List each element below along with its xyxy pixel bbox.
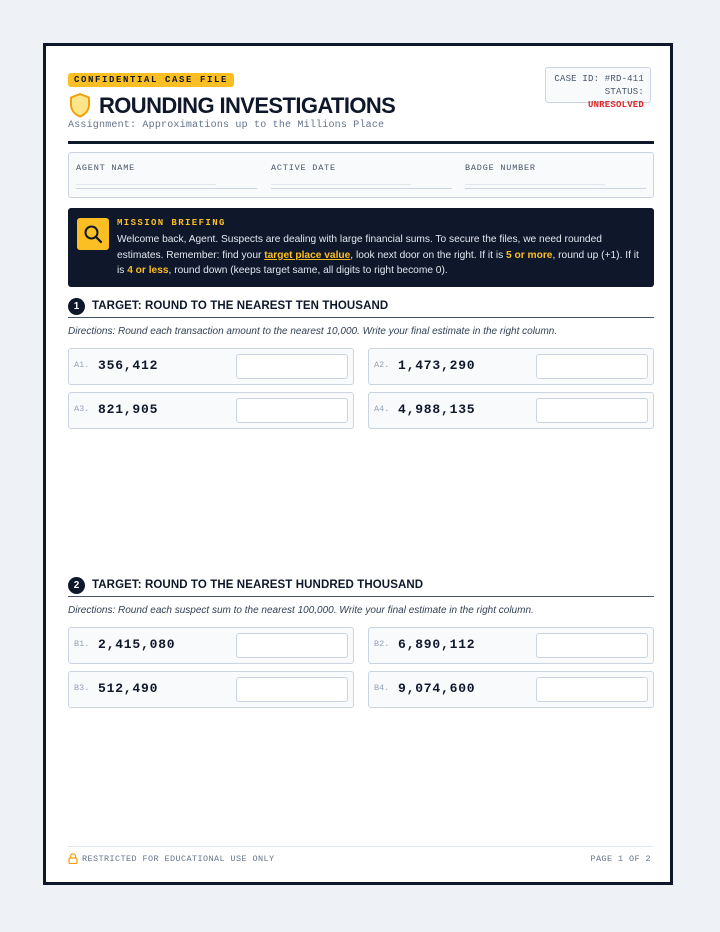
section-2-directions: Directions: Round each suspect sum to the nearest 100,000. Write your final estimate in the right column. — [68, 605, 534, 616]
badge-number-guide — [465, 184, 605, 185]
briefing-text — [117, 232, 645, 279]
section-1-title: TARGET: ROUND TO THE NEAREST TEN THOUSAND — [92, 300, 389, 312]
briefing-highlight-target: target place value — [264, 249, 351, 261]
mission-briefing — [68, 208, 654, 287]
lock-icon — [68, 853, 78, 864]
magnifier-icon — [77, 218, 109, 250]
active-date-label: ACTIVE DATE — [271, 163, 336, 173]
agent-name-guide — [76, 184, 216, 185]
section-1-divider — [68, 317, 654, 318]
case-info-box — [545, 67, 651, 110]
section-1-directions: Directions: Round each transaction amount to the nearest 10,000. Write your final estimate in the right column. — [68, 326, 558, 337]
agent-name-label: AGENT NAME — [76, 163, 136, 173]
problem-label: B3. — [74, 683, 90, 693]
problem-value: 4,988,135 — [398, 402, 476, 417]
problem-value: 1,473,290 — [398, 358, 476, 373]
section-2-number: 2 — [68, 577, 85, 594]
problem-label: A1. — [74, 360, 90, 370]
worksheet-page — [43, 43, 673, 885]
case-id: CASE ID: #RD-411 — [554, 74, 644, 84]
footer-divider — [68, 846, 654, 847]
badge-number-label: BADGE NUMBER — [465, 163, 536, 173]
briefing-highlight-5-or-more: 5 or more — [506, 249, 553, 261]
case-status — [546, 86, 644, 112]
problem-value: 9,074,600 — [398, 681, 476, 696]
assignment-subtitle: Assignment: Approximations up to the Millions Place — [68, 120, 385, 131]
briefing-text-1: Welcome back, Agent. Suspects are dealing with large financial sums. To secure the files, we need rounded estimates. Remember: find your — [117, 234, 602, 261]
briefing-highlight-4-or-less: 4 or less — [127, 265, 169, 276]
badge-number-field[interactable] — [465, 188, 646, 189]
briefing-text-4: , round down (keeps target same, all digits to right become 0). — [168, 265, 448, 276]
problem-card-b3 — [68, 671, 354, 708]
answer-input-b2[interactable] — [536, 633, 648, 658]
status-value: UNRESOLVED — [587, 100, 644, 110]
problem-card-b2 — [368, 627, 654, 664]
answer-input-a1[interactable] — [236, 354, 348, 379]
shield-icon — [68, 92, 92, 118]
active-date-guide — [271, 184, 411, 185]
section-2-divider — [68, 596, 654, 597]
problem-value: 821,905 — [98, 402, 159, 417]
agent-name-field[interactable] — [76, 188, 257, 189]
problem-label: B2. — [374, 639, 390, 649]
answer-input-b3[interactable] — [236, 677, 348, 702]
briefing-title: MISSION BRIEFING — [117, 218, 226, 228]
problem-label: A3. — [74, 404, 90, 414]
section-2-title: TARGET: ROUND TO THE NEAREST HUNDRED THOUSAND — [92, 579, 424, 591]
briefing-text-2: , look next door on the right. If it is — [350, 249, 507, 261]
briefing-icon-box — [77, 218, 109, 250]
problem-value: 2,415,080 — [98, 637, 176, 652]
footer-restriction: RESTRICTED FOR EDUCATIONAL USE ONLY — [82, 854, 275, 864]
problem-value: 356,412 — [98, 358, 159, 373]
answer-input-a4[interactable] — [536, 398, 648, 423]
problem-card-a2 — [368, 348, 654, 385]
problem-label: B4. — [374, 683, 390, 693]
problem-label: A2. — [374, 360, 390, 370]
answer-input-a2[interactable] — [536, 354, 648, 379]
problem-value: 512,490 — [98, 681, 159, 696]
problem-value: 6,890,112 — [398, 637, 476, 652]
page-title: ROUNDING INVESTIGATIONS — [99, 93, 396, 118]
confidential-tag: CONFIDENTIAL CASE FILE — [68, 73, 234, 87]
answer-input-b4[interactable] — [536, 677, 648, 702]
problem-card-b1 — [68, 627, 354, 664]
page-number: PAGE 1 OF 2 — [590, 854, 651, 864]
header-divider — [68, 141, 654, 144]
agent-info-box — [68, 152, 654, 198]
briefing-text-3: , round up (+1). If it is — [117, 249, 639, 276]
problem-label: A4. — [374, 404, 390, 414]
problem-label: B1. — [74, 639, 90, 649]
answer-input-b1[interactable] — [236, 633, 348, 658]
problem-card-b4 — [368, 671, 654, 708]
problem-card-a4 — [368, 392, 654, 429]
answer-input-a3[interactable] — [236, 398, 348, 423]
problem-card-a3 — [68, 392, 354, 429]
section-1-number: 1 — [68, 298, 85, 315]
active-date-field[interactable] — [271, 188, 452, 189]
status-label: STATUS: — [604, 87, 644, 97]
problem-card-a1 — [68, 348, 354, 385]
